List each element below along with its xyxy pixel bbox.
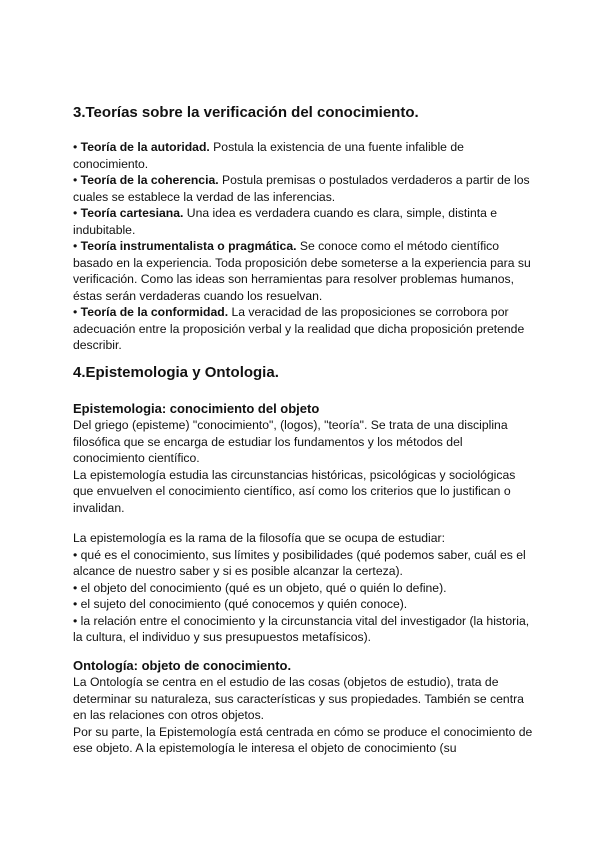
list-item: • el objeto del conocimiento (qué es un objeto, qué o quién lo define). [73, 580, 447, 595]
ontology-paragraph-1: La Ontología se centra en el estudio de las cosas (objetos de estudio), trata de determinar su naturaleza, sus características y sus propiedades. También se centra en las relaciones con otros objetos. [73, 675, 524, 722]
list-item: • qué es el conocimiento, sus límites y posibilidades (qué podemos saber, cuál es el alcance de nuestro saber y si es posible alcanzar la certeza). [73, 547, 526, 578]
ontology-subheading: Ontología: objeto de conocimiento. [73, 658, 292, 673]
ontology-paragraph-2: Por su parte, la Epistemología está centrada en cómo se produce el conocimiento de ese objeto. A la epistemología le interesa el objeto de conocimiento (su [73, 724, 533, 755]
theory-coherence: • Teoría de la coherencia. Postula premisas o postulados verdaderos a partir de los cuales se establece la verdad de las inferencias. [73, 173, 530, 204]
theory-authority: • Teoría de la autoridad. Postula la existencia de una fuente infalible de conocimiento. [73, 140, 464, 171]
ontology-body [73, 674, 533, 757]
epistemology-subheading: Epistemologia: conocimiento del objeto [73, 401, 320, 416]
verification-theories-list [73, 139, 533, 354]
theory-cartesian: • Teoría cartesiana. Una idea es verdadera cuando es clara, simple, distinta e indubitable. [73, 206, 498, 237]
list-item: • la relación entre el conocimiento y la circunstancia vital del investigador (la historia, la cultura, el individuo y sus presupuestos metafísicos). [73, 613, 530, 644]
theory-conformity: • Teoría de la conformidad. La veracidad de las proposiciones se corrobora por adecuación entre la proposición verbal y la realidad que dicha proposición pretende describir. [73, 305, 525, 352]
section-4-heading: 4.Epistemologia y Ontologia. [73, 364, 279, 381]
epistemology-paragraph-3: La epistemología es la rama de la filosofía que se ocupa de estudiar: [73, 531, 445, 545]
list-item: • el sujeto del conocimiento (qué conocemos y quién conoce). [73, 597, 408, 611]
section-3-heading: 3.Teorías sobre la verificación del conocimiento. [73, 104, 419, 121]
epistemology-scope [73, 530, 533, 646]
epistemology-paragraph-1: Del griego (episteme) "conocimiento", (logos), "teoría". Se trata de una disciplina filosófica que se encarga de estudiar los fundamentos y los métodos del conocimiento científico. [73, 418, 508, 465]
epistemology-body [73, 417, 533, 516]
theory-pragmatic: • Teoría instrumentalista o pragmática. Se conoce como el método científico basado en la experiencia. Toda proposición debe someterse a la experiencia para su verificación. Como las ideas son herramientas para resolver problemas humanos, éstas serán verdaderas cuando los resuelvan. [73, 239, 531, 303]
epistemology-paragraph-2: La epistemología estudia las circunstancias históricas, psicológicas y sociológicas que envuelven el conocimiento científico, así como los criterios que lo justifican o invalidan. [73, 467, 516, 515]
